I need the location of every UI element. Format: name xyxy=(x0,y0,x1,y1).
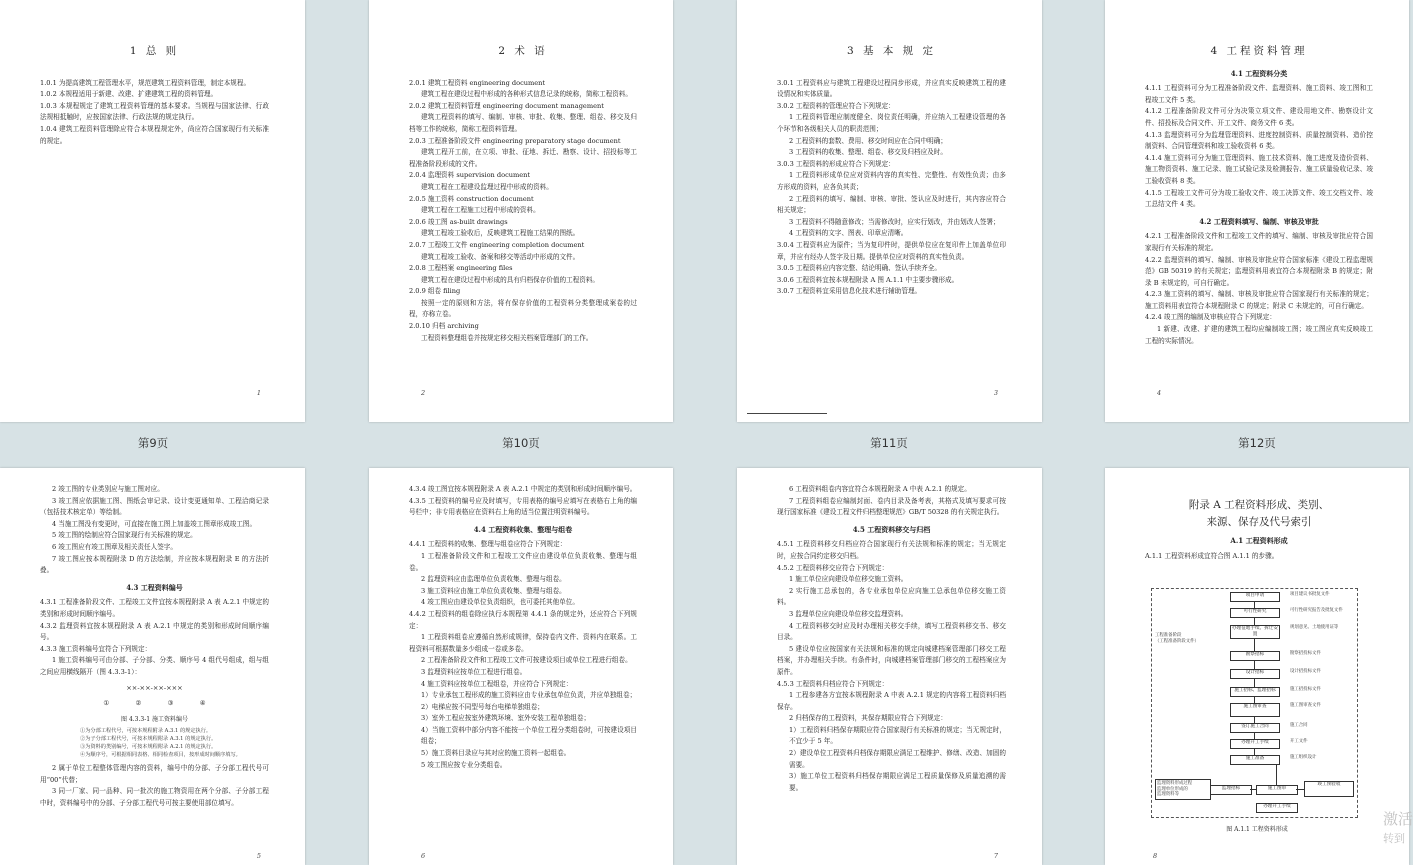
figure-note: ①为分部工程代号，可按本规程附录 A.3.1 的规定执行。 xyxy=(80,728,212,735)
paragraph: 1.0.4 建筑工程资料管理除应符合本规程规定外，尚应符合国家现行有关标准的规定。 xyxy=(40,124,269,145)
term-heading: 2.0.7 工程竣工文件 engineering completion document xyxy=(409,240,585,249)
flow-step: 办理开工手续 xyxy=(1230,739,1280,749)
flow-stage-label: 工程准备阶段 （工程准备阶段文件） xyxy=(1155,633,1199,644)
section-heading: 4.4 工程资料收集、整理与组卷 xyxy=(473,524,573,534)
figure-note: ④为顺序号，可根据相同表格、相同检查项目，按形成时间顺序填写。 xyxy=(80,752,241,759)
paragraph: 3 监理单位应向建设单位移交监理资料。 xyxy=(789,609,908,618)
paragraph: 4 当施工图没有变更时，可直接在施工图上加盖竣工图章形成竣工图。 xyxy=(52,519,257,528)
term-definition: 建筑工程在工程施工过程中形成的资料。 xyxy=(421,206,540,215)
page-label-9[interactable]: 第9页 xyxy=(137,436,169,450)
paragraph: 1）工程资料归档保存期限应符合国家现行有关标准的规定；当无规定时，不宜少于 5 年。 xyxy=(789,725,1006,746)
paragraph: 4 工程资料的文字、图表、印章应清晰。 xyxy=(789,229,908,238)
paragraph: 3.0.4 工程资料应为原件；当为复印件时，提供单位应在复印件上加盖单位印章，并应有经办人签字及日期。提供单位应对资料的真实性负责。 xyxy=(777,240,1006,261)
paragraph: 3 工程资料不得随意修改；当需修改时，应实行划改，并由划改人签署； xyxy=(789,217,1000,226)
flow-output: 施工图审查文件 xyxy=(1290,703,1321,708)
paragraph: 4.2.3 施工资料的填写、编制、审核及审批应符合国家现行有关标准的规定；施工资料用表宜符合本规程附录 C 的规定；附录 C 未规定的，可自行确定。 xyxy=(1145,290,1373,310)
document-page-15 xyxy=(737,468,1042,865)
document-page-11 xyxy=(737,0,1042,422)
term-heading: 2.0.2 建筑工程资料管理 engineering document management xyxy=(409,101,604,110)
paragraph: 2 归档保存的工程资料，其保存期限应符合下列规定： xyxy=(789,714,947,723)
flow-step: 勘察招标 xyxy=(1230,651,1280,661)
paragraph: 5 建设单位应按国家有关法规和标准的规定向城建档案管理部门移交工程档案，并办理相关手续。有条件时，向城建档案管理部门移交的工程档案应为原件。 xyxy=(777,644,1006,676)
section-heading: 4.2 工程资料填写、编制、审核及审批 xyxy=(1199,216,1319,226)
paragraph: 4.5.1 工程资料移交归档应符合国家现行有关法规和标准的规定；当无规定时，应按合同约定移交归档。 xyxy=(777,540,1006,560)
term-heading: 2.0.4 监理资料 supervision document xyxy=(409,171,531,180)
footer-rule xyxy=(747,413,827,414)
paragraph: A.1.1 工程资料形成宜符合图 A.1.1 的步骤。 xyxy=(1145,551,1279,560)
figure-caption: 图 A.1.1 工程资料形成 xyxy=(1226,826,1288,833)
term-heading: 2.0.3 工程准备阶段文件 engineering preparatory stage document xyxy=(409,136,621,145)
term-definition: 建筑工程在工程建设监理过程中形成的资料。 xyxy=(421,182,553,191)
flow-output: 设计招投标文件 xyxy=(1290,669,1321,674)
term-heading: 2.0.5 施工资料 construction document xyxy=(409,194,534,203)
code-format: ××-××-××-××× xyxy=(126,683,183,692)
paragraph: 5 竣工图应按专业分类组卷。 xyxy=(421,760,507,769)
code-marker: ③ xyxy=(167,699,174,708)
paragraph: 2 竣工图的专业类别应与施工图对应。 xyxy=(52,485,164,493)
term-heading: 2.0.1 建筑工程资料 engineering document xyxy=(409,78,546,87)
page-number: 5 xyxy=(256,852,261,861)
paragraph: 6 竣工图应有竣工图章及相关责任人签字。 xyxy=(52,542,177,551)
term-definition: 建筑工程开工前，在立项、审批、征地、拆迁、勘察、设计、招投标等工程准备阶段形成的文件。 xyxy=(409,148,637,168)
flow-output: 勘察招投标文件 xyxy=(1290,651,1321,656)
paragraph: 3）施工单位工程资料归档保存期限应满足工程质量保修及质量追溯的需要。 xyxy=(789,772,1006,792)
paragraph: 4.3.3 施工资料编号宜符合下列规定： xyxy=(40,644,152,653)
paragraph: 4.2.1 工程准备阶段文件和工程竣工文件的填写、编制、审核及审批应符合国家现行有关标准的规定。 xyxy=(1145,232,1373,252)
paragraph: 7 竣工图应按本规程附录 D 的方法绘制，并应按本规程附录 E 的方法折叠。 xyxy=(40,554,269,575)
paragraph: 3 监理资料应按单位工程进行组卷。 xyxy=(421,667,527,676)
paragraph: 4.1.3 监理资料可分为监理管理资料、进度控制资料、质量控制资料、造价控制资料、合同管理资料和竣工验收资料 6 类。 xyxy=(1145,130,1373,151)
term-definition: 建筑工程竣工验收后，反映建筑工程施工结果的图纸。 xyxy=(421,229,580,238)
paragraph: 4.3.2 监理资料宜按本规程附录 A 表 A.2.1 中规定的类别和形成时间顺序编号。 xyxy=(40,621,269,642)
appendix-title-line1: 附录 A 工程资料形成、类别、 xyxy=(1188,499,1330,511)
paragraph: 1.0.1 为提高建筑工程管理水平，规范建筑工程资料管理，制定本规程。 xyxy=(40,78,251,87)
paragraph: 1 工程资料管理应制度健全、岗位责任明确，并应纳入工程建设管理的各个环节和各级相关人员的职责范围； xyxy=(777,113,1006,133)
figure-note: ②为子分部工程代号，可按本规程附录 A.3.1 的规定执行。 xyxy=(80,736,217,743)
paragraph: 2 实行施工总承包的，各专业承包单位应向施工总承包单位移交施工资料。 xyxy=(777,586,1006,607)
paragraph: 6 工程资料组卷内容宜符合本规程附录 A 中表 A.2.1 的规定。 xyxy=(789,485,971,493)
paragraph: 4.1.4 施工资料可分为施工管理资料、施工技术资料、施工进度及造价资料、施工物资资料、施工记录、施工试验记录及检测报告、施工质量验收记录、竣工验收资料 8 类。 xyxy=(1145,153,1373,185)
paragraph: 4.1.1 工程资料可分为工程准备阶段文件、监理资料、施工资料、竣工图和工程竣工文件 5 类。 xyxy=(1145,84,1373,104)
document-page-12 xyxy=(1105,0,1409,422)
page-number: 7 xyxy=(993,852,998,861)
term-definition: 按照一定的原则和方法，将有保存价值的工程资料分类整理成案卷的过程，亦称立卷。 xyxy=(409,298,637,319)
flow-step: 办理征地手续、拆迁安置 xyxy=(1230,625,1280,639)
flow-step: 可行性研究 xyxy=(1230,608,1280,618)
section-heading: 4.3 工程资料编号 xyxy=(126,582,183,592)
term-definition: 建筑工程竣工验收、备案和移交等活动中形成的文件。 xyxy=(421,252,580,261)
paragraph: 1）专业承包工程形成的施工资料应由专业承包单位负责，并应单独组卷； xyxy=(421,691,637,700)
flow-step: 项目申请 xyxy=(1230,592,1280,602)
term-heading: 2.0.10 归档 archiving xyxy=(409,322,479,331)
paragraph: 3.0.3 工程资料的形成应符合下列规定： xyxy=(777,159,895,168)
document-page-9 xyxy=(0,0,305,422)
paragraph: 3.0.2 工程资料的管理应符合下列规定： xyxy=(777,101,895,110)
flow-connector xyxy=(1276,765,1277,785)
flow-stage-label: 监理资料形成过程 监理单位形成的 监理资料等 xyxy=(1155,779,1211,800)
code-legend xyxy=(40,698,269,710)
paragraph: 2 工程资料的套数、费用、移交时间应在合同中明确； xyxy=(789,136,947,145)
page-number: 1 xyxy=(256,389,261,398)
paragraph: 4.5.2 工程资料移交应符合下列规定： xyxy=(777,563,889,572)
page-number: 6 xyxy=(421,852,426,861)
paragraph: 4）当施工资料中部分内容不能按一个单位工程分类组卷时，可按建设项目组卷； xyxy=(421,725,637,746)
paragraph: 1 工程参建各方宜按本规程附录 A 中表 A.2.1 规定的内容将工程资料归档保存。 xyxy=(777,691,1006,711)
page-label-10[interactable]: 第10页 xyxy=(502,436,540,450)
activation-watermark xyxy=(1383,809,1413,849)
flow-output: 施工组织设计 xyxy=(1290,755,1317,760)
paragraph: 4 工程资料移交时应及时办理相关移交手续，填写工程资料移交书、移交目录。 xyxy=(777,621,1006,642)
figure-caption: 图 4.3.3-1 施工资料编号 xyxy=(121,715,188,723)
flow-connector xyxy=(1296,789,1304,790)
paragraph: 4.1.2 工程准备阶段文件可分为决策立项文件、建设用地文件、勘察设计文件、招投标及合同文件、开工文件、商务文件 6 类。 xyxy=(1145,107,1373,127)
paragraph: 2）建设单位工程资料归档保存期限应满足工程维护、修缮、改造、加固的需要。 xyxy=(789,749,1006,769)
paragraph: 1.0.3 本规程规定了建筑工程资料管理的基本要求。当规程与国家法律、行政法规相抵触时，应按国家法律、行政法规的规定执行。 xyxy=(40,101,269,122)
paragraph: 3.0.5 工程资料应内容完整、结论明确、签认手续齐全。 xyxy=(777,264,941,273)
paragraph: 4.4.1 工程资料的收集、整理与组卷应符合下列规定： xyxy=(409,540,567,549)
watermark-line: 转到 xyxy=(1383,832,1405,845)
flow-step: 竣工预验收 xyxy=(1304,781,1354,797)
term-definition: 建筑工程在建设过程中形成的具有归档保存价值的工程资料。 xyxy=(421,275,600,284)
page-title: 2 术 语 xyxy=(498,45,548,57)
flow-step: 监理招标 xyxy=(1210,785,1252,795)
page-number: 4 xyxy=(1157,389,1162,398)
paragraph: 1 工程资料形成单位应对资料内容的真实性、完整性、有效性负责；由多方形成的资料，应各负其责； xyxy=(777,171,1006,191)
page-label-12[interactable]: 第12页 xyxy=(1238,436,1276,450)
paragraph: 4 施工资料应按单位工程组卷，并应符合下列规定： xyxy=(421,679,573,688)
paragraph: 1 工程资料组卷应遵循自然形成规律，保持卷内文件、资料内在联系。工程资料可根据数量多少组成一卷或多卷。 xyxy=(409,633,637,653)
paragraph: 4.3.4 竣工图宜按本规程附录 A 表 A.2.1 中规定的类别和形成时间顺序编号。 xyxy=(409,485,637,493)
document-page-16 xyxy=(1105,468,1413,865)
document-page-13 xyxy=(0,468,305,865)
flow-connector xyxy=(1250,789,1256,790)
flow-output: 施工合同 xyxy=(1290,723,1308,728)
document-page-10 xyxy=(369,0,673,422)
paragraph: 2 监理资料应由监理单位负责收集、整理与组卷。 xyxy=(421,575,566,584)
section-heading: A.1 工程资料形成 xyxy=(1230,536,1288,545)
flow-output: 施工招投标文件 xyxy=(1290,687,1321,692)
paragraph: 7 工程资料组卷应编制封面、卷内目录及备考表，其格式及填写要求可按现行国家标准《建设工程文件归档整理规范》GB/T 50328 的有关规定执行。 xyxy=(777,496,1006,517)
page-title: 4 工程资料管理 xyxy=(1210,45,1308,57)
paragraph: 1 施工资料编号可由分部、子分部、分类、顺序号 4 组代号组成，组与组之间应用横线隔开（图 4.3.3-1）： xyxy=(40,656,269,676)
flowchart xyxy=(1151,588,1358,818)
paragraph: 3 施工资料应由施工单位负责收集、整理与组卷。 xyxy=(421,586,566,595)
flow-step: 施工准备 xyxy=(1230,755,1280,765)
term-definition: 工程资料整理组卷并按规定移交相关档案管理部门的工作。 xyxy=(421,333,593,342)
paragraph: 4.4.2 工程资料的组卷除应执行本规程第 4.4.1 条的规定外，还应符合下列规定： xyxy=(409,609,637,630)
section-heading: 4.1 工程资料分类 xyxy=(1230,68,1288,78)
paragraph: 1 施工单位应向建设单位移交施工资料。 xyxy=(789,575,908,584)
page-number: 3 xyxy=(993,389,998,398)
document-page-14 xyxy=(369,468,673,865)
flow-output: 可行性研究报告及批复文件 xyxy=(1290,608,1343,613)
page-title: 1 总 则 xyxy=(129,45,180,57)
flow-output: 项目建议书批复文件 xyxy=(1290,592,1330,597)
paragraph: 4.3.5 工程资料的编号应及时填写，专用表格的编号应填写在表格右上角的编号栏中；非专用表格应在资料右上角的适当位置注明资料编号。 xyxy=(409,496,637,517)
term-definition: 建筑工程资料的填写、编制、审核、审批、收集、整理、组卷、移交及归档等工作的统称，简称工程资料管理。 xyxy=(409,113,637,133)
page-title: 3 基 本 规 定 xyxy=(846,45,937,57)
page-number: 2 xyxy=(421,389,426,398)
term-definition: 建筑工程在建设过程中形成的各种形式信息记录的统称，简称工程资料。 xyxy=(421,90,632,99)
flow-step: 施工招标、监理招标 xyxy=(1230,687,1280,697)
flow-step: 办理开工手续 xyxy=(1256,803,1298,813)
paragraph: 4 竣工图应由建设单位负责组织，也可委托其他单位。 xyxy=(421,598,579,607)
paragraph: 3 同一厂家、同一品种、同一批次的施工物资用在两个分部、子分部工程中时，资料编号中的分部、子分部工程代号可按主要使用部位填写。 xyxy=(40,787,269,808)
paragraph: 5）施工资料目录应与其对应的施工资料一起组卷。 xyxy=(421,749,571,758)
paragraph: 1 新建、改建、扩建的建筑工程均应编制竣工图；竣工图应真实反映竣工工程的实际情况。 xyxy=(1145,325,1373,345)
paragraph: 1 工程准备阶段文件和工程竣工文件应由建设单位负责收集、整理与组卷。 xyxy=(409,551,637,572)
flow-step: 施工图审 xyxy=(1256,785,1298,795)
term-heading: 2.0.8 工程档案 engineering files xyxy=(409,264,513,273)
paragraph: 3 工程资料的收集、整理、组卷、移交及归档应及时。 xyxy=(789,148,947,157)
paragraph: 4.2.2 监理资料的填写、编制、审核及审批应符合国家标准《建设工程监理规范》GB 50319 的有关规定；监理资料用表宜符合本规程附录 B 的规定；附录 B 未规定的，可自行确定。 xyxy=(1145,255,1373,287)
paragraph: 3.0.7 工程资料宜采用信息化技术进行辅助管理。 xyxy=(777,287,922,296)
flow-step: 设计招标 xyxy=(1230,669,1280,679)
paragraph: 4.5.3 工程资料归档应符合下列规定： xyxy=(777,679,889,688)
paragraph: 4.2.4 竣工图的编制及审核应符合下列规定： xyxy=(1145,313,1276,322)
flow-output: 开工文件 xyxy=(1290,739,1308,744)
page-label-11[interactable]: 第11页 xyxy=(870,436,908,450)
code-marker: ④ xyxy=(199,699,206,708)
paragraph: 3.0.6 工程资料宜按本规程附录 A 图 A.1.1 中主要步骤形成。 xyxy=(777,275,959,284)
term-heading: 2.0.6 竣工图 as-built drawings xyxy=(409,217,508,226)
paragraph: 1.0.2 本规程适用于新建、改建、扩建建筑工程的资料管理。 xyxy=(40,90,218,99)
paragraph: 3 竣工图应依据施工图、图纸会审记录、设计变更通知单、工程洽商记录（包括技术核定单）等绘制。 xyxy=(40,496,269,517)
page-number: 8 xyxy=(1153,852,1158,861)
paragraph: 3）室外工程应按室外建筑环境、室外安装工程单独组卷； xyxy=(421,714,591,723)
appendix-title-line2: 来源、保存及代号索引 xyxy=(1206,516,1312,528)
flow-step: 施工图审查 xyxy=(1230,703,1280,717)
flow-output: 规划意见、土地使用证等 xyxy=(1290,625,1339,630)
paragraph: 2）电梯应按不同型号每台电梯单独组卷； xyxy=(421,702,544,711)
paragraph: 4.1.5 工程竣工文件可分为竣工验收文件、竣工决算文件、竣工交档文件、竣工总结文件 4 类。 xyxy=(1145,188,1373,209)
term-heading: 2.0.9 组卷 filing xyxy=(409,287,461,296)
figure-note: ③为资料的类别编号，可按本规程附录 A.2.1 的规定执行。 xyxy=(80,744,217,751)
paragraph: 2 属于单位工程整体管理内容的资料，编号中的分部、子分部工程代号可用“00”代替； xyxy=(40,764,269,784)
paragraph: 5 竣工图的绘制应符合国家现行有关标准的规定。 xyxy=(52,531,197,540)
section-heading: 4.5 工程资料移交与归档 xyxy=(852,524,931,534)
flow-step: 签订施工合同 xyxy=(1230,723,1280,733)
code-marker: ② xyxy=(135,699,142,708)
paragraph: 3.0.1 工程资料应与建筑工程建设过程同步形成，并应真实反映建筑工程的建设情况和实体质量。 xyxy=(777,78,1006,99)
watermark-line: 激活 xyxy=(1383,810,1413,828)
code-marker: ① xyxy=(103,699,110,708)
paragraph: 2 工程准备阶段文件和工程竣工文件可按建设项目或单位工程进行组卷。 xyxy=(421,656,632,665)
paragraph: 4.3.1 工程准备阶段文件、工程竣工文件宜按本规程附录 A 表 A.2.1 中规定的类别和形成时间顺序编号。 xyxy=(40,598,269,618)
paragraph: 2 工程资料的填写、编制、审核、审批、签认应及时进行，其内容应符合相关规定； xyxy=(777,194,1006,215)
